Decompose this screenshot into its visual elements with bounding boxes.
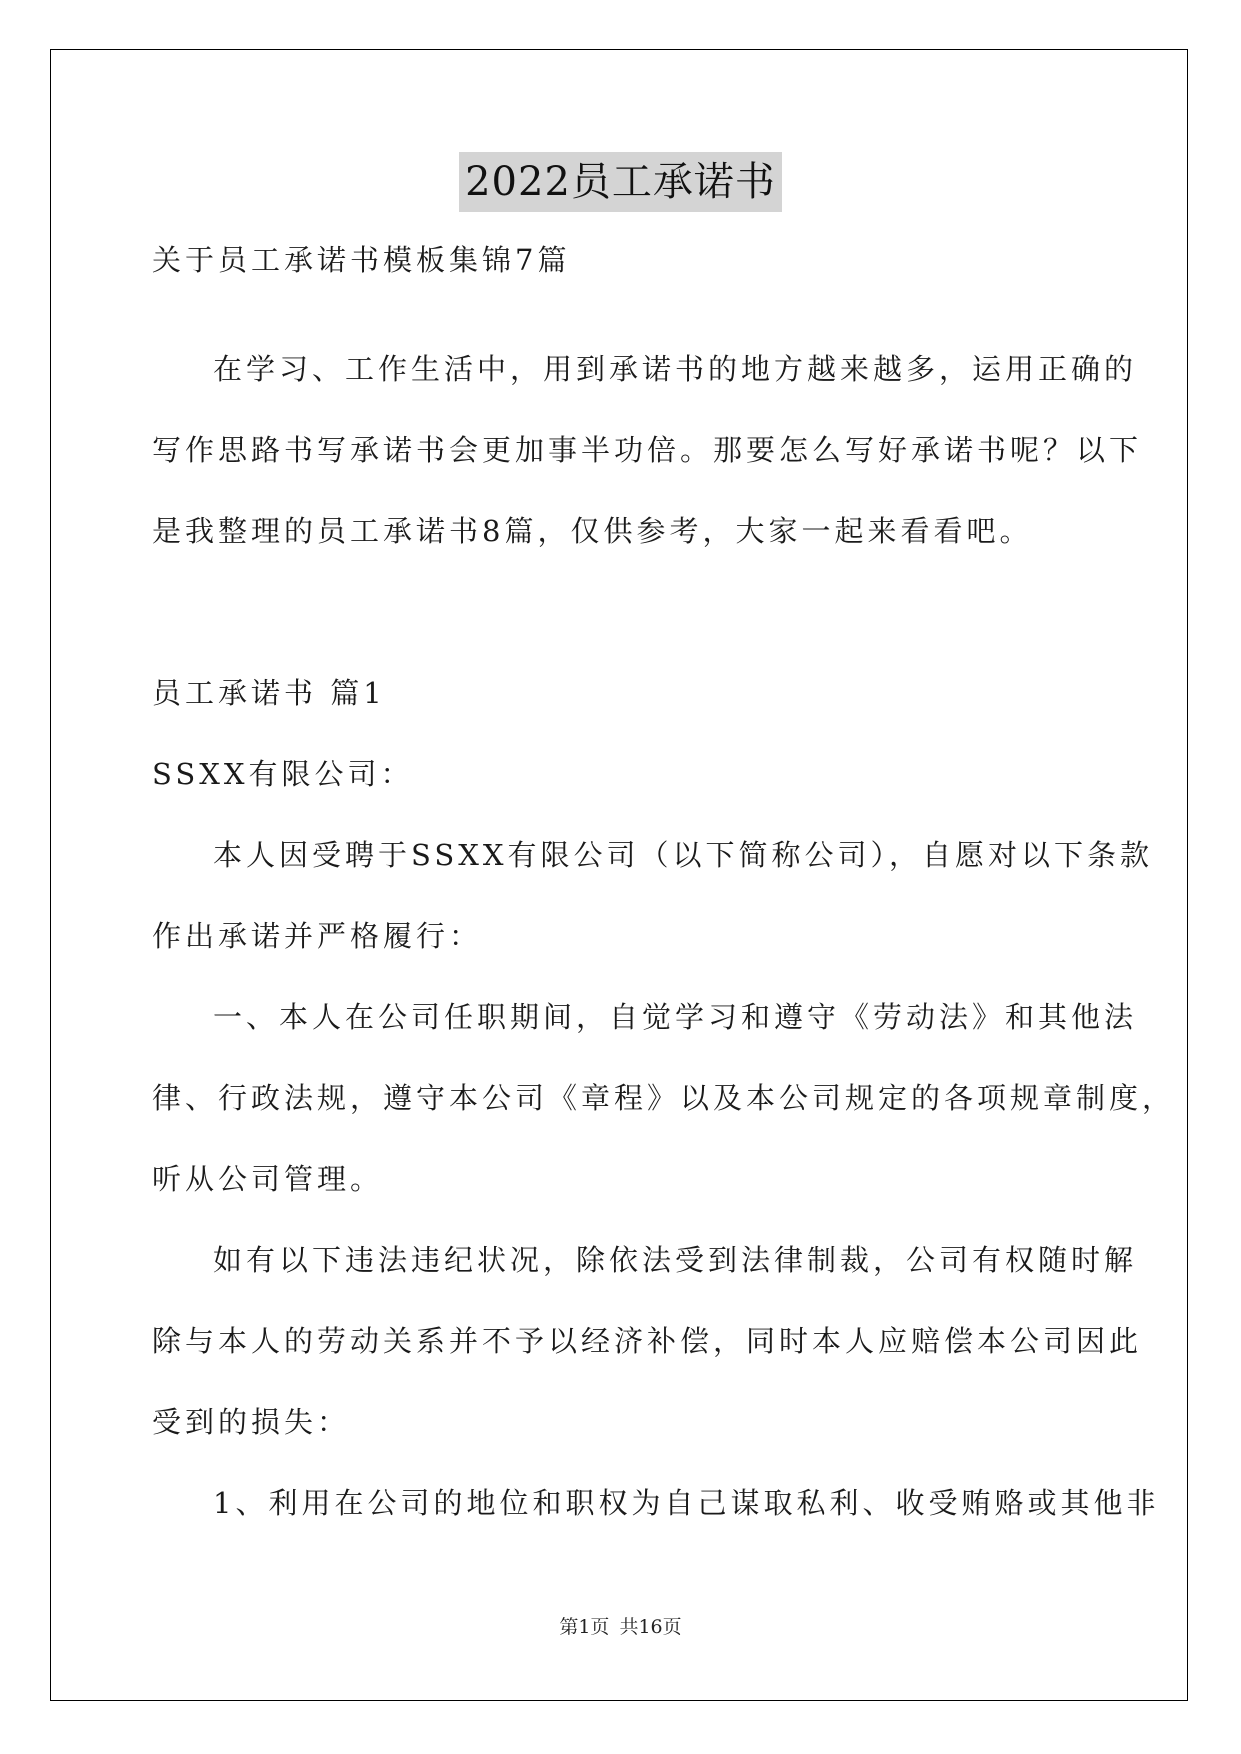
page-footer	[0, 1614, 1241, 1640]
paragraph-line: 是我整理的员工承诺书8篇，仅供参考，大家一起来看看吧。	[152, 514, 1033, 548]
paragraph-line: 作出承诺并严格履行：	[152, 919, 483, 953]
paragraph-line: 一、本人在公司任职期间，自觉学习和遵守《劳动法》和其他法	[213, 1000, 1138, 1034]
addressee-line: SSXX有限公司：	[152, 757, 414, 791]
paragraph-line: 1、利用在公司的地位和职权为自己谋取私利、收受贿赂或其他非	[213, 1486, 1160, 1520]
paragraph-line: 如有以下违法违纪状况，除依法受到法律制裁，公司有权随时解	[213, 1243, 1138, 1277]
paragraph-line: 写作思路书写承诺书会更加事半功倍。那要怎么写好承诺书呢？以下	[152, 433, 1143, 467]
title-container	[0, 152, 1241, 212]
paragraph-line: 律、行政法规，遵守本公司《章程》以及本公司规定的各项规章制度，	[152, 1081, 1176, 1115]
paragraph-line: 在学习、工作生活中，用到承诺书的地方越来越多，运用正确的	[213, 352, 1138, 386]
section-heading: 员工承诺书 篇1	[152, 676, 386, 710]
paragraph-line: 本人因受聘于SSXX有限公司（以下简称公司），自愿对以下条款	[213, 838, 1154, 872]
page-border	[50, 49, 1188, 1701]
paragraph-line: 除与本人的劳动关系并不予以经济补偿，同时本人应赔偿本公司因此	[152, 1324, 1143, 1358]
page-total: 共16页	[619, 1616, 682, 1638]
page-number: 第1页	[559, 1616, 610, 1638]
document-title: 2022员工承诺书	[459, 152, 782, 212]
subtitle-line: 关于员工承诺书模板集锦7篇	[152, 243, 571, 277]
paragraph-line: 受到的损失：	[152, 1405, 351, 1439]
paragraph-line: 听从公司管理。	[152, 1162, 384, 1196]
